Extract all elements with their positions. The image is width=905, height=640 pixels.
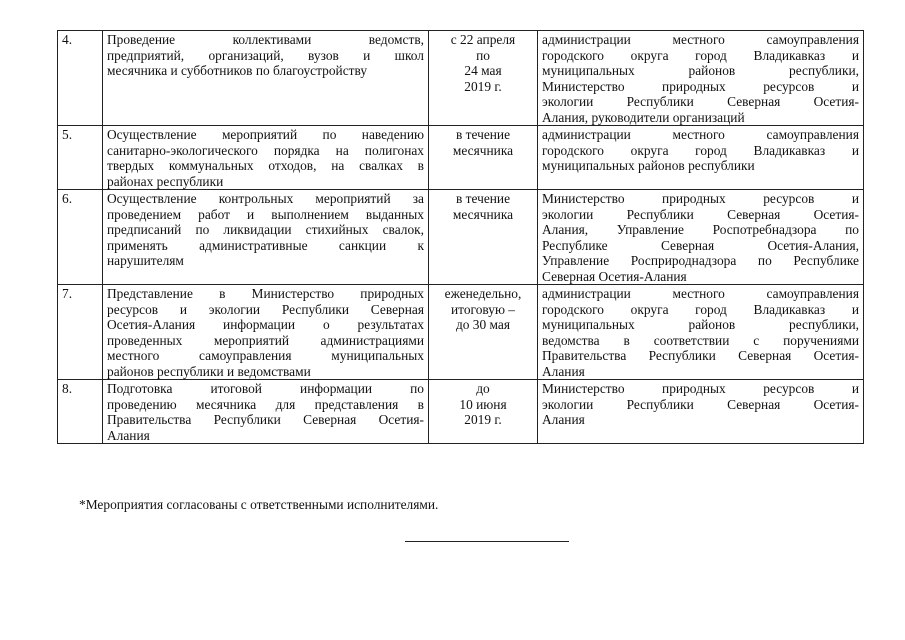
end-rule: [405, 541, 569, 542]
responsible-cell-line: ведомства в соответствии с поручениями: [542, 332, 859, 348]
term-cell: [429, 190, 538, 285]
term-cell-line: 10 июня: [459, 396, 507, 412]
term-cell-line: 2019 г.: [464, 412, 502, 427]
action-cell-line: районов республики и ведомствами: [107, 363, 311, 379]
action-cell-line: Правительства Республики Северная Осетия-: [107, 412, 424, 427]
action-cell: [103, 126, 429, 190]
action-cell-line: Осуществление мероприятий по наведению: [107, 127, 424, 142]
term-cell-line: еженедельно,: [444, 286, 522, 301]
row-number: 4.: [58, 31, 103, 126]
term-cell-line: по: [476, 47, 490, 63]
row-number: 7.: [58, 285, 103, 380]
term-cell-line: 24 мая: [464, 63, 502, 78]
term-cell-line: до: [476, 381, 490, 396]
row-number: 8.: [58, 380, 103, 444]
events-table-body: [58, 31, 864, 444]
table-row: [58, 190, 864, 285]
responsible-cell: [538, 126, 864, 190]
responsible-cell-line: Министерство природных ресурсов и: [542, 191, 859, 206]
action-cell-line: Алания: [107, 427, 150, 443]
responsible-cell-line: экологии Республики Северная Осетия-: [542, 396, 859, 412]
action-cell-line: проведению месячника для представления в: [107, 396, 424, 412]
action-cell-line: Представление в Министерство природных: [107, 286, 424, 301]
responsible-cell-line: экологии Республики Северная Осетия-: [542, 94, 859, 109]
responsible-cell-line: муниципальных районов республики,: [542, 317, 859, 332]
term-cell: [429, 31, 538, 126]
term-cell: [429, 126, 538, 190]
responsible-cell-line: Правительства Республики Северная Осетия-: [542, 348, 859, 363]
responsible-cell: [538, 285, 864, 380]
action-cell-line: ресурсов и экологии Республики Северная: [107, 301, 424, 317]
table-row: [58, 285, 864, 380]
action-cell-line: применять административные санкции к: [107, 237, 424, 253]
action-cell: [103, 380, 429, 444]
responsible-cell-line: Министерство природных ресурсов и: [542, 78, 859, 94]
action-cell-line: предприятий, организаций, вузов и школ: [107, 47, 424, 63]
term-cell: [429, 285, 538, 380]
action-cell-line: санитарно-экологического порядка на полигонах: [107, 142, 424, 158]
action-cell-line: районах республики: [107, 173, 224, 189]
term-cell: [429, 380, 538, 444]
action-cell-line: твердых коммунальных отходов, на свалках в: [107, 158, 424, 173]
row-number: 5.: [58, 126, 103, 190]
responsible-cell: [538, 380, 864, 444]
table-row: [58, 126, 864, 190]
action-cell: [103, 190, 429, 285]
events-table: [57, 30, 864, 444]
term-cell-line: в течение: [455, 191, 511, 206]
action-cell-line: Проведение коллективами ведомств,: [107, 32, 424, 47]
responsible-cell-line: Северная Осетия-Алания: [542, 268, 687, 284]
responsible-cell-line: муниципальных районов республики,: [542, 63, 859, 78]
table-row: [58, 31, 864, 126]
responsible-cell-line: администрации местного самоуправления: [542, 127, 859, 142]
term-cell-line: месячника: [452, 142, 514, 158]
responsible-cell-line: городского округа город Владикавказ и: [542, 142, 859, 158]
action-cell-line: проведением работ и выполнением выданных: [107, 206, 424, 222]
responsible-cell-line: Министерство природных ресурсов и: [542, 381, 859, 396]
responsible-cell-line: городского округа город Владикавказ и: [542, 47, 859, 63]
action-cell-line: проведенных мероприятий администрациями: [107, 332, 424, 348]
responsible-cell-line: муниципальных районов республики: [542, 158, 755, 173]
action-cell-line: предписаний по ликвидации стихийных свалок,: [107, 222, 424, 237]
action-cell: [103, 285, 429, 380]
responsible-cell-line: администрации местного самоуправления: [542, 286, 859, 301]
table-row: [58, 380, 864, 444]
term-cell-line: 2019 г.: [464, 78, 502, 94]
row-number: 6.: [58, 190, 103, 285]
responsible-cell: [538, 190, 864, 285]
action-cell-line: месячника и субботников по благоустройству: [107, 63, 368, 78]
term-cell-line: итоговую –: [451, 301, 515, 317]
action-cell-line: Осетия-Алания информации о результатах: [107, 317, 424, 332]
action-cell-line: Подготовка итоговой информации по: [107, 381, 424, 396]
responsible-cell-line: Алания, Управление Роспотребнадзора по: [542, 222, 859, 237]
term-cell-line: месячника: [452, 206, 514, 222]
responsible-cell-line: экологии Республики Северная Осетия-: [542, 206, 859, 222]
responsible-cell-line: Республике Северная Осетия-Алания,: [542, 237, 859, 253]
responsible-cell-line: Управление Росприроднадзора по Республике: [542, 253, 859, 268]
responsible-cell: [538, 31, 864, 126]
responsible-cell-line: Алания, руководители организаций: [542, 109, 745, 125]
footnote: *Мероприятия согласованы с ответственными исполнителями.: [79, 497, 439, 512]
responsible-cell-line: Алания: [542, 363, 585, 379]
responsible-cell-line: Алания: [542, 412, 585, 427]
term-cell-line: с 22 апреля: [450, 32, 516, 47]
term-cell-line: в течение: [455, 127, 511, 142]
action-cell: [103, 31, 429, 126]
action-cell-line: Осуществление контрольных мероприятий за: [107, 191, 424, 206]
term-cell-line: до 30 мая: [455, 317, 511, 332]
responsible-cell-line: администрации местного самоуправления: [542, 32, 859, 47]
action-cell-line: нарушителям: [107, 253, 184, 268]
responsible-cell-line: городского округа город Владикавказ и: [542, 301, 859, 317]
action-cell-line: местного самоуправления муниципальных: [107, 348, 424, 363]
